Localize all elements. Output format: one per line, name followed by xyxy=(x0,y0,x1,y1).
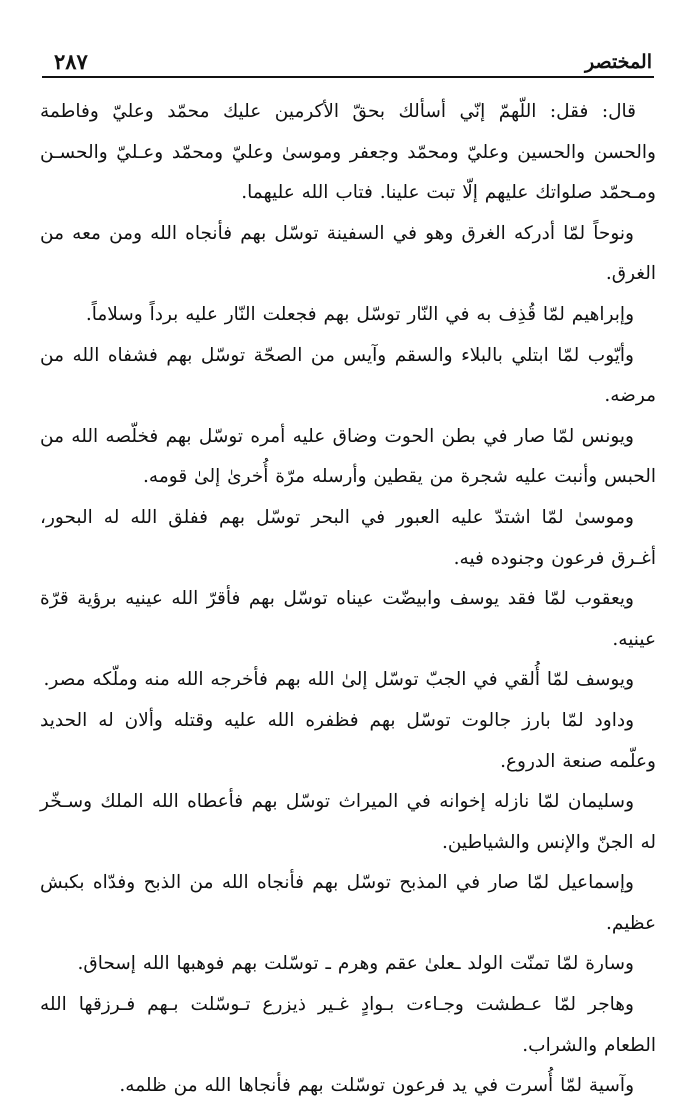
running-title: المختصر xyxy=(584,51,652,73)
body-text xyxy=(40,92,656,1097)
paragraph-dawud: وداود لمّا بارز جالوت توسّل بهم فظفره الله عليه وقتله وألان له الحديد وعلّمه صنعة الدروع. xyxy=(40,709,656,772)
paragraph-yusuf: ويوسف لمّا أُلقي في الجبّ توسّل إلىٰ الله بهم فأخرجه الله منه وملّكه مصر. xyxy=(43,669,634,691)
paragraph-sara: وسارة لمّا تمنّت الولد ـعلىٰ عقم وهرم ـ توسّلت بهم فوهبها الله إسحاق. xyxy=(77,953,634,975)
paragraph-ibrahim: وإبراهيم لمّا قُذِف به في النّار توسّل بهم فجعلت النّار عليه برداً وسلاماً. xyxy=(85,303,634,325)
paragraph-ayyub: وأيّوب لمّا ابتلي بالبلاء والسقم وآيس من الصحّة توسّل بهم فشفاه الله من مرضه. xyxy=(40,344,656,407)
paragraph-yunus: ويونس لمّا صار في بطن الحوت وضاق عليه أمره توسّل بهم فخلّصه الله من الحبس وأنبت عليه شجرة من يقطين وأرسله مرّة أُخرىٰ إلىٰ قومه. xyxy=(40,425,656,488)
header-rule xyxy=(42,76,654,78)
paragraph-yaqub: ويعقوب لمّا فقد يوسف وابيضّت عيناه توسّل بهم فأقرّ الله عينيه برؤية قرّة عينيه. xyxy=(40,588,656,650)
paragraph-asiya: وآسية لمّا أُسرت في يد فرعون توسّلت بهم فأنجاها الله من ظلمه. xyxy=(119,1075,634,1097)
paragraph-sulayman: وسليمان لمّا نازله إخوانه في الميراث توسّل بهم فأعطاه الله الملك وسـخّر له الجنّ والإنس والشياطين. xyxy=(40,791,656,853)
page-number: ٢٨٧ xyxy=(54,49,88,74)
paragraph-nuh: ونوحاً لمّا أدركه الغرق وهو في السفينة توسّل بهم فأنجاه الله ومن معه من الغرق. xyxy=(40,222,656,285)
page-header xyxy=(44,40,652,72)
paragraph-intro-prayer: قال: فقل: اللّهمّ إنّي أسألك بحقّ الأكرمين عليك محمّد وعليّ وفاطمة والحسن والحسين وعليّ ومحمّد وجعفر وموسىٰ وعليّ ومحمّد وعـليّ والحسـن ومـحمّد صلواتك عليهم إلّا تبت علينا. فتاب الله عليهما. xyxy=(40,101,656,204)
paragraph-ismail: وإسماعيل لمّا صار في المذبح توسّل بهم فأنجاه الله من الذبح وفدّاه بكبش عظيم. xyxy=(40,872,656,934)
paragraph-musa: وموسىٰ لمّا اشتدّ عليه العبور في البحر توسّل بهم ففلق الله له البحور، أغـرق فرعون وجنوده فيه. xyxy=(40,506,656,569)
paragraph-hajar: وهاجر لمّا عـطشت وجـاءت بـوادٍ غـير ذيزرع تـوسّلت بـهم فـرزقها الله الطعام والشراب. xyxy=(40,994,656,1056)
